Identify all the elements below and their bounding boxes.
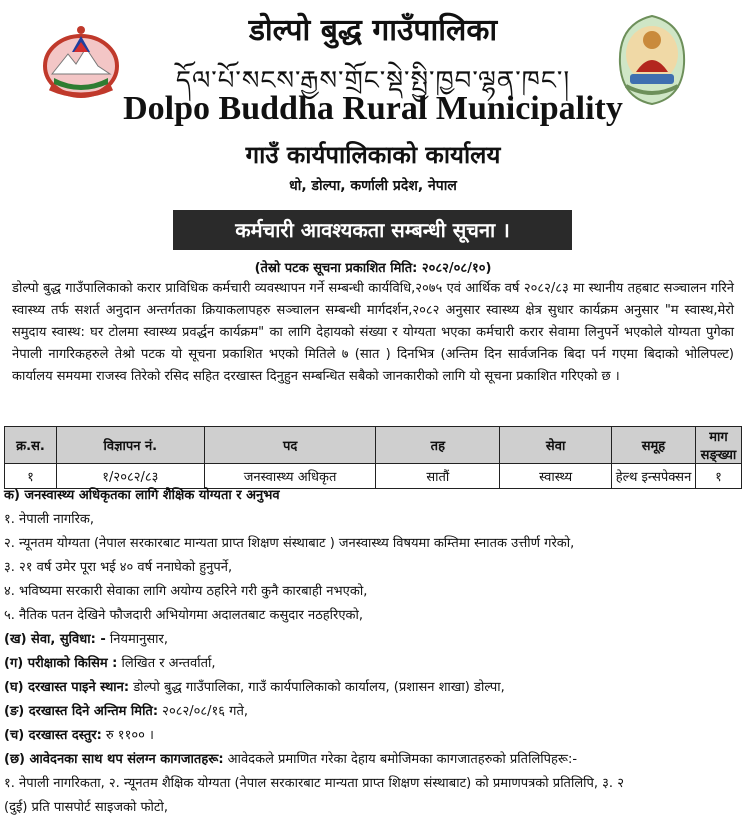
qualification-item: १. नेपाली नागरिक, (4, 512, 95, 527)
col-post: पद (204, 427, 376, 464)
vacancy-table (4, 426, 742, 489)
cell-demand-count: १ (695, 464, 741, 489)
attachment-line: १. नेपाली नागरिकता, २. न्यूनतम शैक्षिक योग्यता (नेपाल सरकारबाट मान्यता प्राप्त शिक्षण संस्थाबाट) को प्रमाणपत्रको प्रतिलिपि, ३. २ (4, 776, 624, 791)
detail-attachments: (छ) आवेदनका साथ थप संलग्न कागजातहरू: आवेदकले प्रमाणित गरेका देहाय बमोजिमका कागजातहरुको प्रतिलिपिहरू:- (4, 752, 578, 767)
municipality-title-nepali: डोल्पो बुद्ध गाउँपालिका (248, 13, 498, 48)
attachment-line: (दुई) प्रति पासपोर्ट साइजको फोटो, (4, 800, 168, 815)
detail-fee: (च) दरखास्त दस्तुर: रु ११०० । (4, 728, 154, 743)
qualifications-section (4, 484, 742, 820)
cell-level: सातौं (376, 464, 500, 489)
cell-advertisement-no: १/२०८२/८३ (56, 464, 204, 489)
cell-serial: १ (5, 464, 57, 489)
cell-service: स्वास्थ्य (500, 464, 612, 489)
qualification-item: ३. २१ वर्ष उमेर पूरा भई ४० वर्ष ननाघेको हुनुपर्ने, (4, 560, 233, 575)
notice-body-paragraph: डोल्पो बुद्ध गाउँपालिकाको करार प्राविधिक कर्मचारी व्यवस्थापन गर्ने सम्बन्धी कार्यविधि,२०७५ एवं आर्थिक वर्ष २०८२/८३ मा स्थानीय तहबाट सञ्चालन गरिने स्वास्थ्य तर्फ सशर्त अनुदान अन्तर्गतका क्रियाकलापहरु सञ्चालन सम्बन्धी मार्गदर्शन,२०८२ अनुसार स्वास्थ्य क्षेत्र सुधार कार्यक्रम अनुसार "म स्वास्थ,मेरो समुदाय स्वास्थ: घर टोलमा स्वास्थ्य प्रवर्द्धन कार्यक्रम" का लागि देहायको संख्या र योग्यता भएका कर्मचारी करार सेवामा लिनुपर्ने भएकोले योग्यता पुगेका नेपाली नागरिकहरुले तेश्रो पटक यो सूचना प्रकाशित भएको मितिले ७ (सात ) दिनभित्र (अन्तिम दिन सार्वजनिक बिदा पर्न गएमा बिदाको भोलिपल्ट) कार्यालय समयमा राजस्व तिरेको रसिद सहित दरखास्त दिनुहुन सम्बन्धित सबैको जानकारीको लागि यो सूचना प्रकाशित गरिएको छ । (12, 281, 734, 384)
col-serial: क्र.स. (5, 427, 57, 464)
detail-application-location: (घ) दरखास्त पाइने स्थान: डोल्पो बुद्ध गाउँपालिका, गाउँ कार्यपालिकाको कार्यालय, (प्रशासन शाखा) डोल्पा, (4, 680, 505, 695)
cell-group: हेल्थ इन्सपेक्सन (612, 464, 696, 489)
detail-exam-type: (ग) परीक्षाको किसिम : लिखित र अन्तर्वार्ता, (4, 656, 216, 671)
col-service: सेवा (500, 427, 612, 464)
cell-post: जनस्वास्थ्य अधिकृत (204, 464, 376, 489)
col-demand-count: माग सङ्ख्या (695, 427, 741, 464)
col-level: तह (376, 427, 500, 464)
detail-deadline: (ङ) दरखास्त दिने अन्तिम मिति: २०८२/०८/१६ गते, (4, 704, 249, 719)
notice-title-banner: कर्मचारी आवश्यकता सम्बन्धी सूचना । (173, 210, 572, 250)
table-header-row (5, 427, 742, 464)
qualifications-heading: क) जनस्वास्थ्य अधिकृतका लागि शैक्षिक योग्यता र अनुभव (4, 488, 280, 503)
qualification-item: २. न्यूनतम योग्यता (नेपाल सरकारबाट मान्यता प्राप्त शिक्षण संस्थाबाट ) जनस्वास्थ्य विषयमा कम्तिमा स्नातक उत्तीर्ण गरेको, (4, 536, 575, 551)
municipality-title-tibetan: དོལ་པོ་སངས་རྒྱས་གྲོང་སྡེ་སྤྱི་ཁྱབ་ལྷན་ཁང་། (175, 66, 571, 96)
notice-published-date: (तेस्रो पटक सूचना प्रकाशित मिति: २०८२/०८/१०) (254, 261, 492, 276)
col-advertisement-no: विज्ञापन नं. (56, 427, 204, 464)
qualification-item: ४. भविष्यमा सरकारी सेवाका लागि अयोग्य ठहरिने गरी कुनै कारबाही नभएको, (4, 584, 368, 599)
col-group: समूह (612, 427, 696, 464)
qualification-item: ५. नैतिक पतन देखिने फौजदारी अभियोगमा अदालतबाट कसुदार नठहरिएको, (4, 608, 364, 623)
office-address: धो, डोल्पा, कर्णाली प्रदेश, नेपाल (289, 178, 457, 194)
detail-service-benefits: (ख) सेवा, सुविधा: - नियमानुसार, (4, 632, 168, 647)
municipality-title-english: Dolpo Buddha Rural Municipality (123, 90, 623, 127)
office-name: गाउँ कार्यपालिकाको कार्यालय (245, 141, 501, 169)
